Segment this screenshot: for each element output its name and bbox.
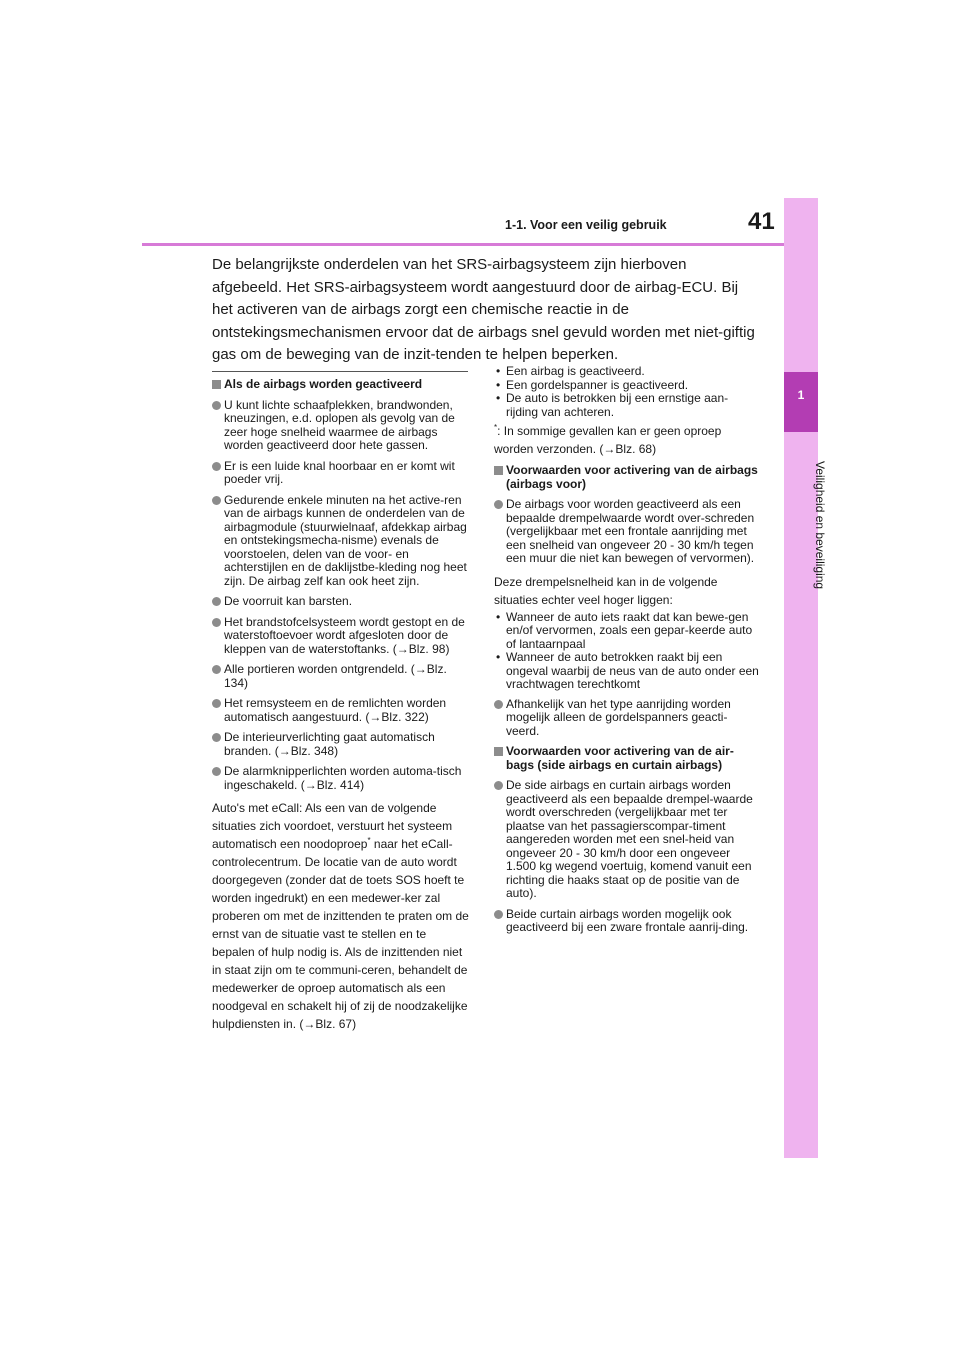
list-item	[494, 779, 760, 901]
list-item	[212, 765, 472, 792]
bullet-text: Er is een luide knal hoorbaar en er komt wit poeder vrij.	[224, 458, 455, 486]
circle-bullet-icon	[212, 597, 221, 606]
footnote-marker: *	[367, 836, 371, 845]
bullet-dot-icon: •	[496, 609, 501, 624]
list-item	[494, 651, 760, 692]
intro-paragraph: De belangrijkste onderdelen van het SRS-airbagsysteem zijn hierboven afgebeeld. Het SRS-airbagsysteem wordt aangestuurd door de airbag-ECU. Bij het activeren van de airbags zorgt een chemische reactie in de ontstekingsmechanismen ervoor dat de airbags snel gevuld worden met niet-giftig gas om de beweging van de inzit-tenden te helpen beperken.	[212, 256, 755, 363]
list-item	[494, 611, 760, 652]
square-bullet-icon	[494, 466, 503, 475]
header-rule	[142, 243, 784, 246]
section-divider	[212, 371, 468, 372]
list-item	[212, 494, 472, 589]
circle-bullet-icon	[212, 699, 221, 708]
ecall-text-end: naar het eCall-controlecentrum. De locatie van de auto wordt doorgegeven (zonder dat de toets SOS hoeft te worden ingedrukt) en een medewer-ker zal proberen om met de inzittenden te praten om de ernst van de situatie vast te stellen en te bepalen of hulp nodig is. Als de inzittenden niet in staat zijn om te communi-ceren, behandelt de medewerker de oproep automatisch als een noodgeval en schakelt hij of zij de noodzakelijke hulpdiensten in. (→Blz. 67)	[212, 837, 469, 1031]
bullet-text: De side airbags en curtain airbags worden geactiveerd als een bepaalde drempel-waarde wordt overschreden (vergelijkbaar met ter plaatse van het passagierscompar-timent aangereden worden met een snel-heid van ongeveer 20 - 30 km/h door een ongeveer 1.500 kg wegend voertuig, komend vanuit een richting die haaks staat op de positie van de auto).	[506, 778, 753, 900]
list-item	[212, 731, 472, 758]
circle-bullet-icon	[494, 700, 503, 709]
bullet-text: De interieurverlichting gaat automatisch branden. (→Blz. 348)	[224, 730, 435, 758]
list-item	[212, 595, 472, 609]
list-item	[212, 399, 472, 453]
ecall-paragraph	[212, 799, 472, 1033]
bullet-dot-icon: •	[496, 650, 501, 664]
bullet-text: Beide curtain airbags worden mogelijk ook geactiveerd bij een zware frontale aanrij-ding.	[506, 906, 749, 934]
circle-bullet-icon	[212, 462, 221, 471]
bullet-dot-icon: •	[496, 391, 501, 405]
circle-bullet-icon	[212, 496, 221, 505]
bullet-text: De alarmknipperlichten worden automa-tisch ingeschakeld. (→Blz. 414)	[224, 764, 462, 792]
section-heading	[494, 745, 760, 772]
chapter-marker	[784, 372, 818, 432]
circle-bullet-icon	[212, 665, 221, 674]
left-column	[212, 378, 472, 1039]
heading-text: Voorwaarden voor activering van de air-bags (side airbags en curtain airbags)	[506, 744, 734, 772]
chapter-number: 1	[797, 388, 805, 402]
circle-bullet-icon	[212, 733, 221, 742]
item-text: Wanneer de auto betrokken raakt bij een ongeval waarbij de neus van de auto onder een vrachtwagen terechtkomt	[506, 650, 759, 691]
list-item	[494, 698, 760, 739]
chapter-title: Veiligheid en beveiliging	[813, 460, 827, 590]
list-item	[494, 379, 760, 393]
circle-bullet-icon	[212, 618, 221, 627]
item-text: Een airbag is geactiveerd.	[506, 364, 645, 378]
bullet-text: Gedurende enkele minuten na het active-ren van de airbags kunnen de onderdelen van de airbagmodule (stuurwielnaaf, afdekkap airbag en ontstekingsmecha-nisme) evenals de voorstoelen, delen van de voor- en achterstijlen en de daklijstbe-kleding nog heet zijn. De airbag zelf kan ook heet zijn.	[224, 492, 467, 588]
footnote-marker: *	[494, 423, 498, 432]
footnote	[494, 422, 760, 458]
list-item	[494, 908, 760, 935]
square-bullet-icon	[494, 747, 503, 756]
bullet-text: Het remsysteem en de remlichten worden automatisch aangestuurd. (→Blz. 322)	[224, 696, 447, 724]
page-number: 41	[748, 208, 775, 235]
bullet-text: De voorruit kan barsten.	[224, 594, 353, 608]
bullet-text: Het brandstofcelsysteem wordt gestopt en de waterstoftoevoer wordt afgesloten door de kleppen van de waterstoftanks. (→Blz. 98)	[224, 614, 465, 656]
list-item	[494, 365, 760, 379]
circle-bullet-icon	[212, 767, 221, 776]
bullet-text: U kunt lichte schaafplekken, brandwonden, kneuzingen, e.d. oplopen als gevolg van de zeer hoge snelheid waarmee de airbags worden geactiveerd door hete gassen.	[224, 397, 455, 452]
section-title: 1-1. Voor een veilig gebruik	[505, 218, 667, 232]
bullet-text: Alle portieren worden ontgrendeld. (→Blz. 134)	[224, 662, 447, 690]
bullet-text: Afhankelijk van het type aanrijding worden mogelijk alleen de gordelspanners geacti-veerd.	[506, 696, 731, 738]
list-item	[212, 663, 472, 690]
circle-bullet-icon	[212, 401, 221, 410]
heading-text: Als de airbags worden geactiveerd	[224, 377, 423, 391]
list-item	[494, 392, 760, 419]
section-heading	[494, 464, 760, 491]
ecall-text-start: Auto's met eCall: Als een van de volgende situaties zich voordoet, verstuurt het systeem automatisch een noodoproep	[212, 801, 453, 851]
list-item	[212, 616, 472, 657]
square-bullet-icon	[212, 380, 221, 389]
right-column	[494, 365, 760, 942]
bullet-dot-icon: •	[496, 377, 501, 392]
bullet-dot-icon: •	[496, 364, 501, 378]
circle-bullet-icon	[494, 781, 503, 790]
footnote-text: : In sommige gevallen kan er geen oproep worden verzonden. (→Blz. 68)	[494, 424, 722, 456]
section-heading	[212, 378, 472, 392]
chapter-side-tab	[784, 198, 818, 1158]
paragraph: Deze drempelsnelheid kan in de volgende situaties echter veel hoger liggen:	[494, 574, 718, 607]
bullet-text: De airbags voor worden geactiveerd als een bepaalde drempelwaarde wordt over-schreden (vergelijkbaar met een frontale aanrijding met een snelheid van ongeveer 20 - 30 km/h tegen een muur die niet kan bewegen of vervormen).	[506, 497, 755, 565]
circle-bullet-icon	[494, 500, 503, 509]
list-item	[494, 498, 760, 566]
circle-bullet-icon	[494, 910, 503, 919]
heading-text: Voorwaarden voor activering van de airbags (airbags voor)	[506, 463, 758, 491]
item-text: Een gordelspanner is geactiveerd.	[506, 377, 689, 392]
item-text: De auto is betrokken bij een ernstige aan-rijding van achteren.	[506, 391, 729, 419]
list-item	[212, 460, 472, 487]
item-text: Wanneer de auto iets raakt dat kan bewe-gen en/of vervormen, zoals een gepar-keerde auto of lantaarnpaal	[506, 609, 753, 651]
list-item	[212, 697, 472, 724]
